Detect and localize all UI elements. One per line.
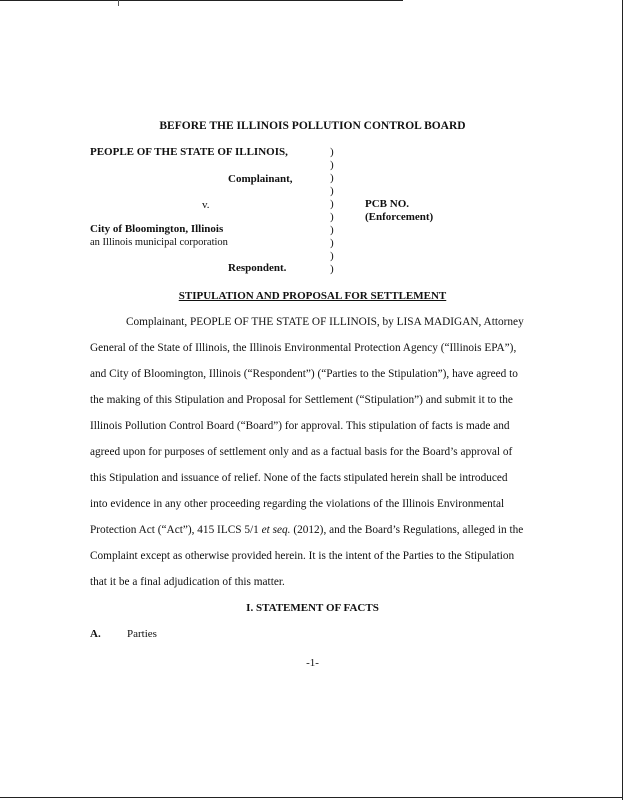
act-citation-rest: (2012), and the Board’s Regulations, alleged in the — [290, 524, 524, 536]
act-citation: Protection Act (“Act”), 415 ILCS 5/1 — [90, 524, 262, 536]
case-type: (Enforcement) — [365, 211, 434, 223]
paragraph-line: Complainant, PEOPLE OF THE STATE OF ILLINOIS, by LISA MADIGAN, Attorney — [126, 316, 524, 328]
scan-border-top — [0, 0, 403, 1]
caption-paren: ) — [330, 237, 334, 249]
caption-paren: ) — [330, 211, 334, 223]
page-number: -1- — [306, 657, 319, 669]
et-seq: et seq. — [261, 524, 291, 536]
caption-plaintiff-role: Complainant, — [228, 173, 293, 185]
paragraph-line: and City of Bloomington, Illinois (“Respondent”) (“Parties to the Stipulation”), have agreed to — [90, 368, 518, 380]
paragraph-line: that it be a final adjudication of this matter. — [90, 576, 285, 588]
scan-tick-mark — [118, 0, 119, 6]
paragraph-line: into evidence in any other proceeding regarding the violations of the Illinois Environmental — [90, 498, 505, 510]
court-heading: BEFORE THE ILLINOIS POLLUTION CONTROL BOARD — [159, 120, 466, 132]
paragraph-line: Illinois Pollution Control Board (“Board”) for approval. This stipulation of facts is made and — [90, 420, 510, 432]
case-number: PCB NO. — [365, 198, 409, 210]
paragraph-line: General of the State of Illinois, the Illinois Environmental Protection Agency (“Illinois EPA”), — [90, 342, 517, 354]
subsection-title: Parties — [127, 628, 157, 640]
paragraph-line-act — [90, 524, 523, 536]
caption-defendant-role: Respondent. — [228, 262, 287, 274]
caption-paren: ) — [330, 250, 334, 262]
caption-versus: v. — [202, 199, 210, 211]
caption-paren: ) — [330, 159, 334, 171]
scan-border-bottom — [0, 797, 622, 798]
caption-paren: ) — [330, 172, 334, 184]
caption-paren: ) — [330, 185, 334, 197]
section-heading: I. STATEMENT OF FACTS — [246, 602, 379, 614]
document-title: STIPULATION AND PROPOSAL FOR SETTLEMENT — [178, 290, 447, 302]
paragraph-line: Complaint except as otherwise provided herein. It is the intent of the Parties to the Stipulation — [90, 550, 515, 562]
caption-paren: ) — [330, 198, 334, 210]
caption-paren: ) — [330, 224, 334, 236]
paragraph-line: agreed upon for purposes of settlement only and as a factual basis for the Board’s approval of — [90, 446, 513, 458]
subsection-letter: A. — [90, 628, 101, 640]
caption-defendant-description: an Illinois municipal corporation — [90, 237, 228, 248]
caption-paren: ) — [330, 263, 334, 275]
caption-defendant: City of Bloomington, Illinois — [90, 223, 224, 235]
caption-plaintiff: PEOPLE OF THE STATE OF ILLINOIS, — [90, 146, 288, 158]
paragraph-line: this Stipulation and issuance of relief. None of the facts stipulated herein shall be introduced — [90, 472, 508, 484]
caption-paren: ) — [330, 146, 334, 158]
paragraph-line: the making of this Stipulation and Proposal for Settlement (“Stipulation”) and submit it to the — [90, 394, 513, 406]
